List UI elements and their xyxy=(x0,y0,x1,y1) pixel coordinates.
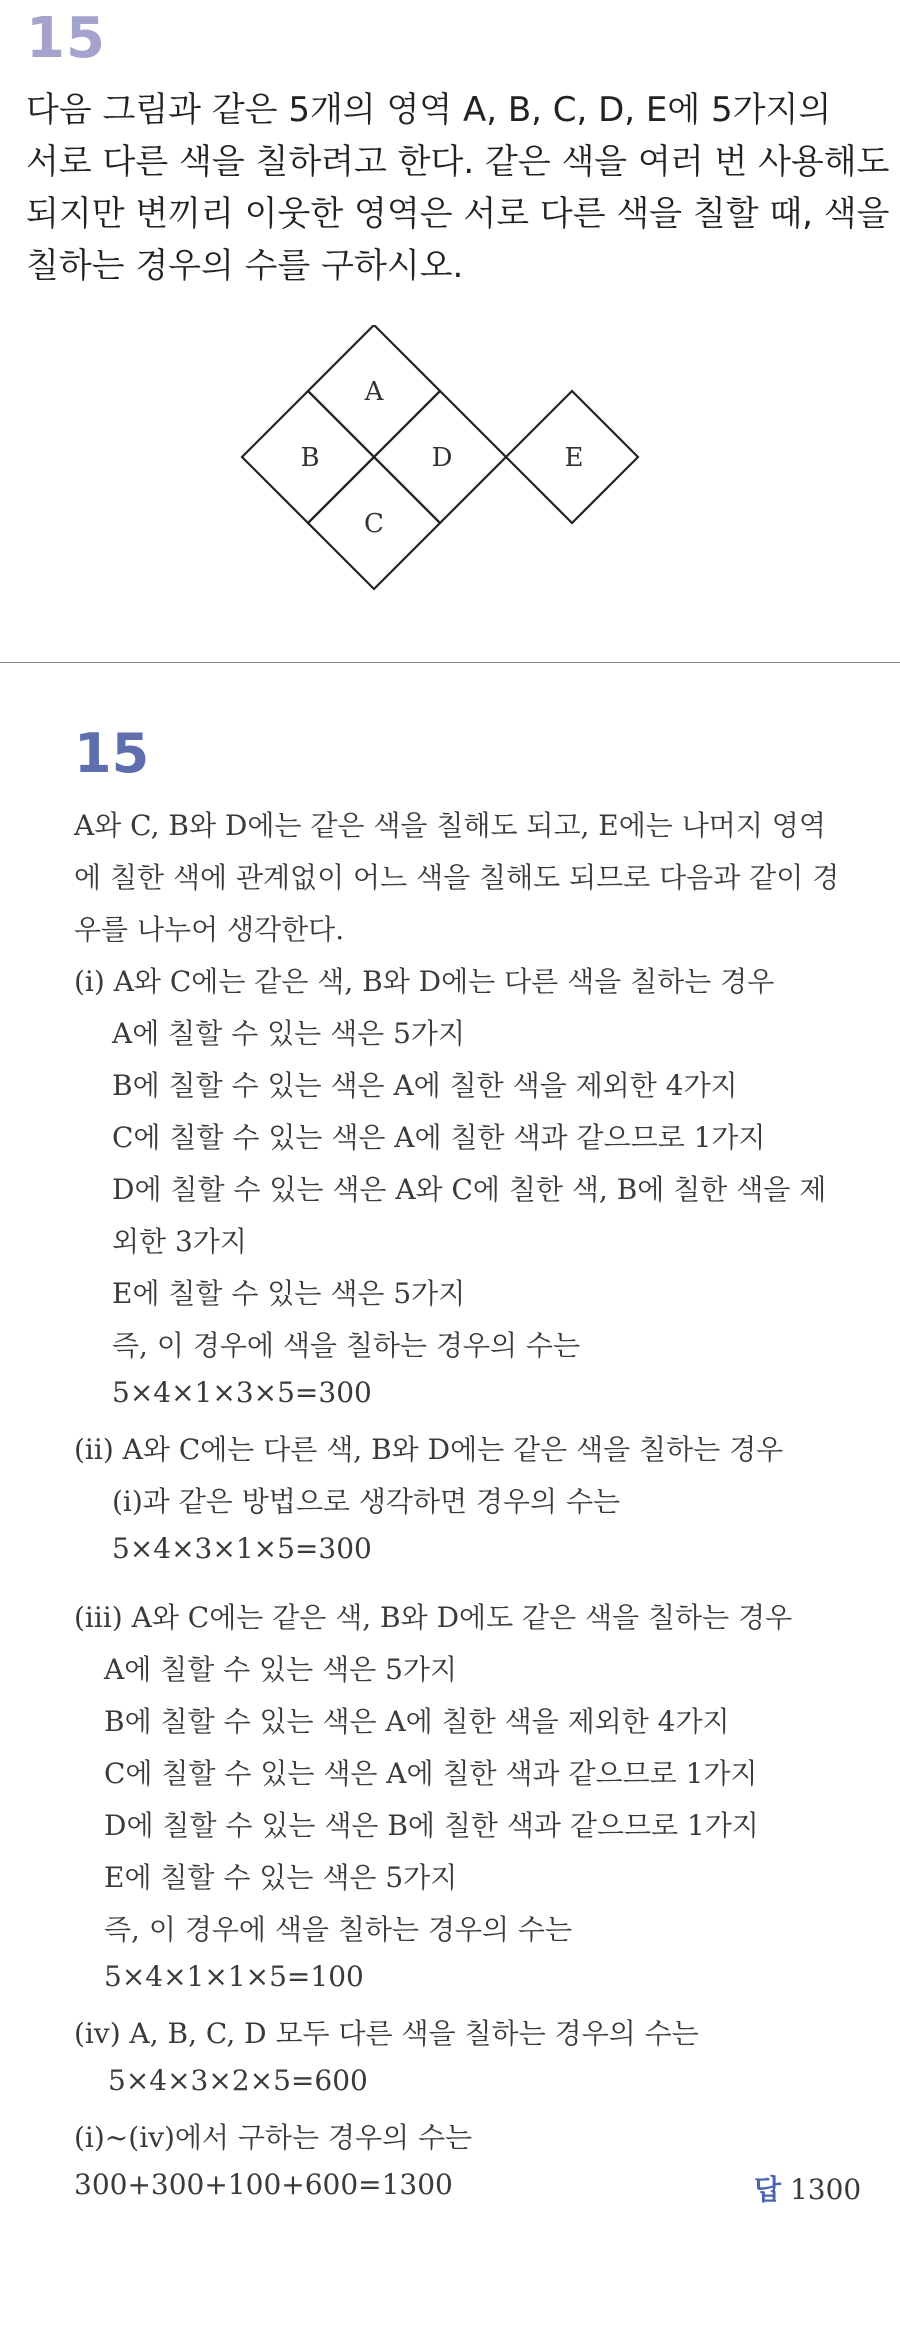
solution-line: D에 칠할 수 있는 색은 A와 C에 칠한 색, B에 칠한 색을 제 xyxy=(112,1173,827,1206)
solution-number: 15 xyxy=(74,722,150,785)
solution-line: 즉, 이 경우에 색을 칠하는 경우의 수는 xyxy=(104,1913,573,1946)
equation: 5×4×1×3×5=300 xyxy=(112,1376,372,1409)
case-heading: (ⅱ) A와 C에는 다른 색, B와 D에는 같은 색을 칠하는 경우 xyxy=(74,1433,784,1466)
solution-line: 에 칠한 색에 관계없이 어느 색을 칠해도 되므로 다음과 같이 경 xyxy=(74,861,840,894)
solution-line: B에 칠할 수 있는 색은 A에 칠한 색을 제외한 4가지 xyxy=(112,1069,738,1102)
solution-line: D에 칠할 수 있는 색은 B에 칠한 색과 같으므로 1가지 xyxy=(104,1809,759,1842)
question-line: 서로 다른 색을 칠하려고 한다. 같은 색을 여러 번 사용해도 xyxy=(26,142,890,182)
solution-line: 우를 나누어 생각한다. xyxy=(74,913,345,946)
solution-line: C에 칠할 수 있는 색은 A에 칠한 색과 같으므로 1가지 xyxy=(112,1121,766,1154)
region-diagram xyxy=(240,325,660,605)
equation: 5×4×3×2×5=600 xyxy=(108,2064,368,2097)
label-d: D xyxy=(431,443,453,473)
solution-line: A에 칠할 수 있는 색은 5가지 xyxy=(104,1653,458,1686)
question-line: 되지만 변끼리 이웃한 영역은 서로 다른 색을 칠할 때, 색을 xyxy=(26,194,890,234)
label-b: B xyxy=(300,443,320,473)
solution-line: C에 칠할 수 있는 색은 A에 칠한 색과 같으므로 1가지 xyxy=(104,1757,758,1790)
answer-value: 1300 xyxy=(789,2173,862,2206)
answer-label: 답 xyxy=(754,2173,782,2206)
section-divider xyxy=(0,662,900,663)
question-line: 다음 그림과 같은 5개의 영역 A, B, C, D, E에 5가지의 xyxy=(26,90,832,130)
solution-line: (ⅰ)과 같은 방법으로 생각하면 경우의 수는 xyxy=(112,1485,621,1518)
solution-line: 외한 3가지 xyxy=(112,1225,247,1258)
label-a: A xyxy=(364,377,384,407)
solution-line: (ⅰ)~(ⅳ)에서 구하는 경우의 수는 xyxy=(74,2121,473,2154)
solution-line: A에 칠할 수 있는 색은 5가지 xyxy=(112,1017,466,1050)
solution-line: E에 칠할 수 있는 색은 5가지 xyxy=(104,1861,458,1894)
equation: 5×4×3×1×5=300 xyxy=(112,1532,372,1565)
solution-line: E에 칠할 수 있는 색은 5가지 xyxy=(112,1277,466,1310)
label-c: C xyxy=(364,509,384,539)
question-line: 칠하는 경우의 수를 구하시오. xyxy=(26,246,464,286)
solution-line: A와 C, B와 D에는 같은 색을 칠해도 되고, E에는 나머지 영역 xyxy=(74,809,826,842)
answer xyxy=(754,2168,861,2208)
solution-line: 즉, 이 경우에 색을 칠하는 경우의 수는 xyxy=(112,1329,581,1362)
label-e: E xyxy=(564,443,584,473)
question-number: 15 xyxy=(26,6,106,71)
case-heading: (ⅰ) A와 C에는 같은 색, B와 D에는 다른 색을 칠하는 경우 xyxy=(74,965,775,998)
solution-line: B에 칠할 수 있는 색은 A에 칠한 색을 제외한 4가지 xyxy=(104,1705,730,1738)
case-heading: (ⅳ) A, B, C, D 모두 다른 색을 칠하는 경우의 수는 xyxy=(74,2017,699,2050)
case-heading: (ⅲ) A와 C에는 같은 색, B와 D에도 같은 색을 칠하는 경우 xyxy=(74,1601,793,1634)
question-text xyxy=(26,84,890,292)
equation: 5×4×1×1×5=100 xyxy=(104,1960,364,1993)
final-equation: 300+300+100+600=1300 xyxy=(74,2168,453,2201)
